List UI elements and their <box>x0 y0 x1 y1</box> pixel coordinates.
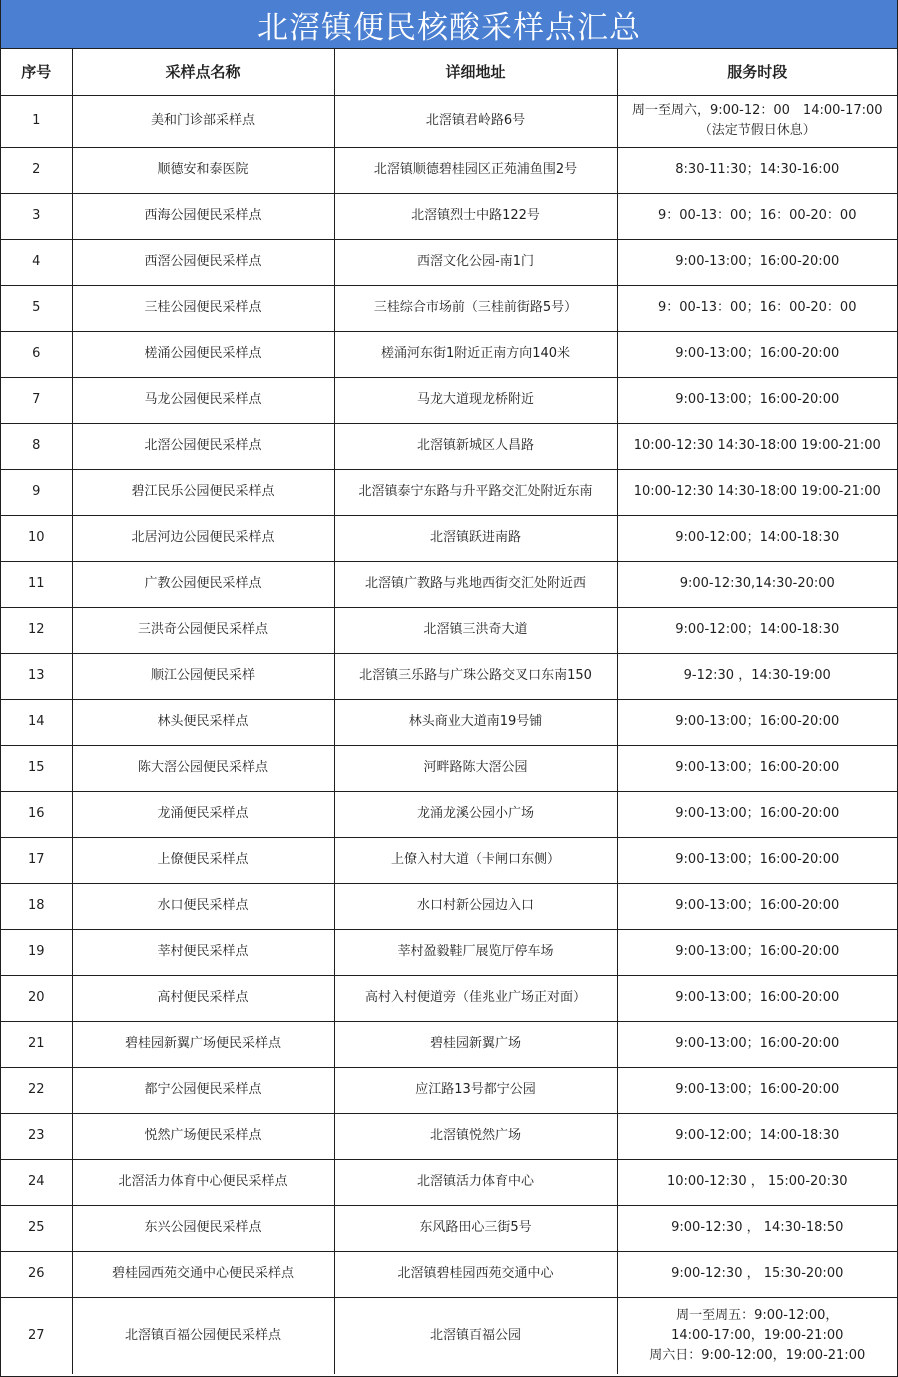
row-number-cell: 15 <box>1 745 72 791</box>
header-name: 采样点名称 <box>72 49 334 95</box>
address-cell: 槎涌河东街1附近正南方向140米 <box>334 331 617 377</box>
table-row <box>1 607 897 653</box>
table-row <box>1 745 897 791</box>
table-row <box>1 95 897 147</box>
row-number-cell: 22 <box>1 1067 72 1113</box>
address-cell: 河畔路陈大滘公园 <box>334 745 617 791</box>
sampling-point-name-cell: 碧江民乐公园便民采样点 <box>72 469 334 515</box>
address-cell: 三桂综合市场前（三桂前街路5号） <box>334 285 617 331</box>
table-row <box>1 1297 897 1374</box>
row-number-cell: 12 <box>1 607 72 653</box>
address-cell: 北滘镇三乐路与广珠公路交叉口东南150 <box>334 653 617 699</box>
table-row <box>1 239 897 285</box>
sampling-point-name-cell: 碧桂园西苑交通中心便民采样点 <box>72 1251 334 1297</box>
row-number-cell: 26 <box>1 1251 72 1297</box>
row-number-cell: 18 <box>1 883 72 929</box>
sampling-point-name-cell: 槎涌公园便民采样点 <box>72 331 334 377</box>
address-cell: 碧桂园新翼广场 <box>334 1021 617 1067</box>
sampling-point-name-cell: 都宁公园便民采样点 <box>72 1067 334 1113</box>
service-time-cell: 9:00-13:00；16:00-20:00 <box>617 791 897 837</box>
table-body <box>1 95 897 1374</box>
service-time-cell: 9:00-12:30 ， 15:30-20:00 <box>617 1251 897 1297</box>
table-row <box>1 147 897 193</box>
service-time-cell: 9:00-13:00；16:00-20:00 <box>617 1021 897 1067</box>
sampling-point-name-cell: 北居河边公园便民采样点 <box>72 515 334 561</box>
address-cell: 北滘镇活力体育中心 <box>334 1159 617 1205</box>
sampling-point-name-cell: 三洪奇公园便民采样点 <box>72 607 334 653</box>
table-row <box>1 1021 897 1067</box>
address-cell: 莘村盈毅鞋厂展览厅停车场 <box>334 929 617 975</box>
service-time-cell: 10:00-12:30 14:30-18:00 19:00-21:00 <box>617 469 897 515</box>
address-cell: 北滘镇烈士中路122号 <box>334 193 617 239</box>
sampling-point-name-cell: 北滘活力体育中心便民采样点 <box>72 1159 334 1205</box>
address-cell: 马龙大道现龙桥附近 <box>334 377 617 423</box>
service-time-cell: 9：00-13：00；16：00-20：00 <box>617 285 897 331</box>
row-number-cell: 11 <box>1 561 72 607</box>
address-cell: 北滘镇顺德碧桂园区正苑浦鱼围2号 <box>334 147 617 193</box>
service-time-cell: 9:00-12:00；14:00-18:30 <box>617 1113 897 1159</box>
service-time-cell: 9:00-13:00；16:00-20:00 <box>617 837 897 883</box>
sampling-point-name-cell: 顺德安和泰医院 <box>72 147 334 193</box>
table-row <box>1 377 897 423</box>
sampling-point-name-cell: 水口便民采样点 <box>72 883 334 929</box>
sampling-point-name-cell: 东兴公园便民采样点 <box>72 1205 334 1251</box>
service-time-cell: 10:00-12:30 ， 15:00-20:30 <box>617 1159 897 1205</box>
sampling-point-name-cell: 西海公园便民采样点 <box>72 193 334 239</box>
sampling-point-name-cell: 碧桂园新翼广场便民采样点 <box>72 1021 334 1067</box>
row-number-cell: 2 <box>1 147 72 193</box>
service-time-cell: 9:00-13:00；16:00-20:00 <box>617 1067 897 1113</box>
service-time-cell: 9:00-13:00；16:00-20:00 <box>617 331 897 377</box>
sampling-point-name-cell: 林头便民采样点 <box>72 699 334 745</box>
row-number-cell: 8 <box>1 423 72 469</box>
row-number-cell: 9 <box>1 469 72 515</box>
row-number-cell: 25 <box>1 1205 72 1251</box>
service-time-cell: 9:00-12:00；14:00-18:30 <box>617 515 897 561</box>
sampling-point-name-cell: 悦然广场便民采样点 <box>72 1113 334 1159</box>
service-time-cell: 9:00-13:00；16:00-20:00 <box>617 883 897 929</box>
table-row <box>1 515 897 561</box>
table-row <box>1 975 897 1021</box>
table-row <box>1 193 897 239</box>
header-row <box>1 49 897 95</box>
table-title: 北滘镇便民核酸采样点汇总 <box>1 0 897 49</box>
table-row <box>1 1113 897 1159</box>
row-number-cell: 13 <box>1 653 72 699</box>
table-row <box>1 837 897 883</box>
sampling-point-name-cell: 上僚便民采样点 <box>72 837 334 883</box>
address-cell: 北滘镇新城区人昌路 <box>334 423 617 469</box>
row-number-cell: 19 <box>1 929 72 975</box>
address-cell: 林头商业大道南19号铺 <box>334 699 617 745</box>
service-time-cell: 9:00-13:00；16:00-20:00 <box>617 699 897 745</box>
service-time-cell: 周一至周五：9:00-12:00， 14:00-17:00，19:00-21:00 周六日：9:00-12:00，19:00-21:00 <box>617 1297 897 1374</box>
sampling-point-name-cell: 北滘镇百福公园便民采样点 <box>72 1297 334 1374</box>
row-number-cell: 6 <box>1 331 72 377</box>
address-cell: 北滘镇君岭路6号 <box>334 95 617 147</box>
address-cell: 北滘镇广教路与兆地西街交汇处附近西 <box>334 561 617 607</box>
address-cell: 水口村新公园边入口 <box>334 883 617 929</box>
service-time-cell: 9:00-12:30 ， 14:30-18:50 <box>617 1205 897 1251</box>
row-number-cell: 3 <box>1 193 72 239</box>
service-time-cell: 9-12:30 ，14:30-19:00 <box>617 653 897 699</box>
row-number-cell: 14 <box>1 699 72 745</box>
address-cell: 上僚入村大道（卡闸口东侧） <box>334 837 617 883</box>
table-row <box>1 883 897 929</box>
address-cell: 西滘文化公园-南1门 <box>334 239 617 285</box>
service-time-cell: 9:00-13:00；16:00-20:00 <box>617 239 897 285</box>
row-number-cell: 17 <box>1 837 72 883</box>
service-time-cell: 9:00-12:30,14:30-20:00 <box>617 561 897 607</box>
table-row <box>1 1205 897 1251</box>
table-row <box>1 1251 897 1297</box>
address-cell: 东风路田心三街5号 <box>334 1205 617 1251</box>
sampling-point-name-cell: 广教公园便民采样点 <box>72 561 334 607</box>
row-number-cell: 27 <box>1 1297 72 1374</box>
table-row <box>1 791 897 837</box>
service-time-cell: 9：00-13：00；16：00-20：00 <box>617 193 897 239</box>
row-number-cell: 23 <box>1 1113 72 1159</box>
sampling-point-name-cell: 美和门诊部采样点 <box>72 95 334 147</box>
service-time-cell: 9:00-13:00；16:00-20:00 <box>617 975 897 1021</box>
address-cell: 北滘镇泰宁东路与升平路交汇处附近东南 <box>334 469 617 515</box>
sampling-points-table <box>1 49 897 1374</box>
sampling-point-name-cell: 三桂公园便民采样点 <box>72 285 334 331</box>
address-cell: 北滘镇三洪奇大道 <box>334 607 617 653</box>
table-row <box>1 285 897 331</box>
service-time-cell: 9:00-13:00；16:00-20:00 <box>617 929 897 975</box>
header-address: 详细地址 <box>334 49 617 95</box>
sampling-point-name-cell: 陈大滘公园便民采样点 <box>72 745 334 791</box>
row-number-cell: 21 <box>1 1021 72 1067</box>
table-row <box>1 1067 897 1113</box>
table-row <box>1 331 897 377</box>
table-row <box>1 653 897 699</box>
address-cell: 北滘镇跃进南路 <box>334 515 617 561</box>
row-number-cell: 5 <box>1 285 72 331</box>
address-cell: 应江路13号都宁公园 <box>334 1067 617 1113</box>
row-number-cell: 10 <box>1 515 72 561</box>
sampling-point-name-cell: 北滘公园便民采样点 <box>72 423 334 469</box>
row-number-cell: 24 <box>1 1159 72 1205</box>
address-cell: 北滘镇百福公园 <box>334 1297 617 1374</box>
address-cell: 龙涌龙溪公园小广场 <box>334 791 617 837</box>
service-time-cell: 9:00-12:00；14:00-18:30 <box>617 607 897 653</box>
row-number-cell: 16 <box>1 791 72 837</box>
service-time-cell: 9:00-13:00；16:00-20:00 <box>617 377 897 423</box>
table-row <box>1 469 897 515</box>
header-number: 序号 <box>1 49 72 95</box>
table-row <box>1 699 897 745</box>
sampling-point-name-cell: 马龙公园便民采样点 <box>72 377 334 423</box>
service-time-cell: 9:00-13:00；16:00-20:00 <box>617 745 897 791</box>
row-number-cell: 4 <box>1 239 72 285</box>
table-row <box>1 1159 897 1205</box>
sampling-point-name-cell: 西滘公园便民采样点 <box>72 239 334 285</box>
sampling-point-name-cell: 莘村便民采样点 <box>72 929 334 975</box>
table-row <box>1 423 897 469</box>
row-number-cell: 7 <box>1 377 72 423</box>
row-number-cell: 20 <box>1 975 72 1021</box>
address-cell: 北滘镇碧桂园西苑交通中心 <box>334 1251 617 1297</box>
table-row <box>1 929 897 975</box>
sampling-point-name-cell: 高村便民采样点 <box>72 975 334 1021</box>
row-number-cell: 1 <box>1 95 72 147</box>
header-service-time: 服务时段 <box>617 49 897 95</box>
address-cell: 北滘镇悦然广场 <box>334 1113 617 1159</box>
service-time-cell: 8:30-11:30；14:30-16:00 <box>617 147 897 193</box>
sampling-point-name-cell: 龙涌便民采样点 <box>72 791 334 837</box>
address-cell: 高村入村便道旁（佳兆业广场正对面） <box>334 975 617 1021</box>
service-time-cell: 10:00-12:30 14:30-18:00 19:00-21:00 <box>617 423 897 469</box>
service-time-cell: 周一至周六，9:00-12：00 14:00-17:00 （法定节假日休息） <box>617 95 897 147</box>
sampling-point-name-cell: 顺江公园便民采样 <box>72 653 334 699</box>
table-row <box>1 561 897 607</box>
